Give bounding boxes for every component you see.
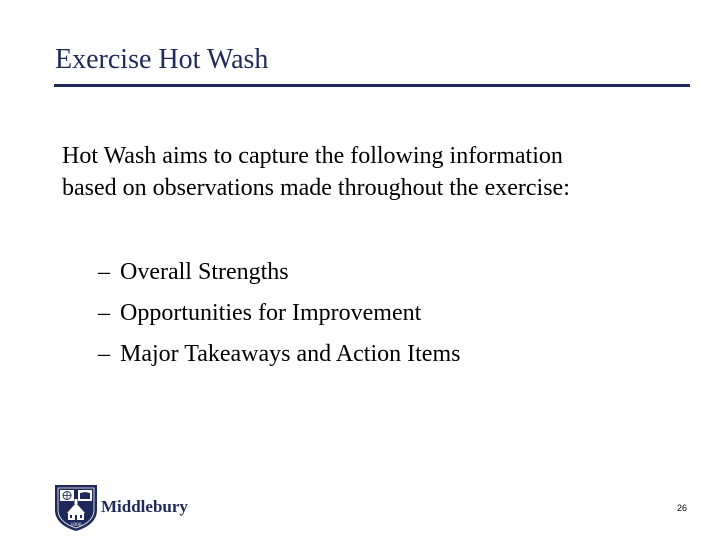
bullet-item (98, 334, 460, 375)
middlebury-logo (54, 484, 188, 532)
bullet-text: Opportunities for Improvement (120, 300, 422, 326)
intro-paragraph (62, 140, 702, 204)
seal-year: 1800 (70, 522, 82, 528)
bullet-text: Overall Strengths (120, 259, 289, 285)
bullet-item (98, 252, 460, 293)
intro-line-1: Hot Wash aims to capture the following information (62, 143, 563, 169)
bullet-text: Major Takeaways and Action Items (120, 341, 461, 367)
title-divider (54, 84, 690, 87)
bullet-list (98, 252, 460, 375)
bullet-item (98, 293, 460, 334)
logo-wordmark: Middlebury (101, 497, 188, 516)
bullet-dash: – (98, 259, 110, 285)
slide-title: Exercise Hot Wash (55, 44, 269, 75)
intro-line-2: based on observations made throughout the exercise: (62, 175, 570, 201)
page-number: 26 (677, 503, 688, 513)
bullet-dash: – (98, 341, 110, 367)
college-shield-seal-icon (54, 484, 98, 532)
bullet-dash: – (98, 300, 110, 326)
